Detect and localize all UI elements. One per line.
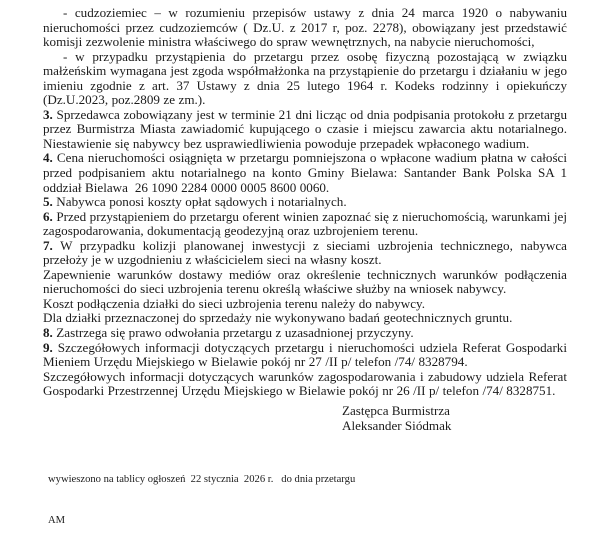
paragraph — [43, 311, 567, 326]
paragraph-text: Szczegółowych informacji dotyczących przetargu i nieruchomości udziela Referat Gospodarki Mieniem Urzędu Miejskiego w Bielawie pokój nr 27 /II p/ telefon /74/ 8328794. — [43, 339, 571, 370]
paragraph — [43, 208, 571, 239]
paragraph-text: Cena nieruchomości osiągnięta w przetargu pomniejszona o wpłacone wadium płatna w całości przed podpisaniem aktu notarialnego na konto Gminy Bielawa: Santander Bank Polska SA 1 oddział Bielawa 26 1090 2284 0000 0005 8600 0060. — [43, 150, 571, 195]
paragraph-text: Zapewnienie warunków dostawy mediów oraz określenie technicznych warunków podłączenia nieruchomości do sieci uzbrojenia terenu określą właściwe służby na wniosek nabywcy. — [43, 266, 571, 297]
paragraph — [43, 339, 571, 370]
paragraph — [43, 106, 571, 152]
posting-note-line: wywieszono na tablicy ogłoszeń 22 stycznia 2026 r. do dnia przetargu — [48, 474, 356, 485]
item-number: 9. — [43, 339, 53, 355]
item-number: 7. — [43, 237, 53, 253]
paragraph-text: Szczegółowych informacji dotyczących warunków zagospodarowania i zabudowy udziela Referat Gospodarki Przestrzennej Urzędu Miejskiego w Bielawie pokój nr 26 /II p/ telefon /74/ 8328751. — [43, 368, 571, 399]
paragraph — [43, 195, 567, 210]
signature-title: Zastępca Burmistrza — [342, 403, 450, 418]
paragraph — [43, 368, 571, 399]
item-number: 5. — [43, 194, 53, 210]
paragraph — [43, 297, 567, 312]
paragraph-text: - cudzoziemiec – w rozumieniu przepisów ustawy z dnia 24 marca 1920 o nabywaniu nieruchomości przez cudzoziemców ( Dz.U. z 2017 r, poz. 2278), obowiązany jest przedstawić komisji zezwolenie ministra właściwego do spraw wewnętrznych, na nabycie nieruchomości, — [43, 5, 571, 50]
paragraph — [43, 237, 571, 268]
paragraph-text: - w przypadku przystąpienia do przetargu przez osobę fizyczną pozostającą w związku małżeńskim wymagana jest zgoda współmałżonka na przystąpienie do przetargu i działaniu w jego imieniu zgodnie z art. 37 Ustawy z dnia 25 lutego 1964 r. Kodeks rodzinny i opiekuńczy (Dz.U.2023, poz.2809 ze zm.). — [43, 48, 571, 108]
paragraph — [43, 326, 567, 341]
paragraph-text: Zastrzega się prawo odwołania przetargu z uzasadnionej przyczyny. — [52, 325, 414, 341]
item-number: 4. — [43, 150, 53, 166]
paragraph-text: Koszt podłączenia działki do sieci uzbrojenia terenu należy do nabywcy. — [43, 295, 425, 311]
paragraph — [43, 266, 571, 297]
posting-note — [48, 446, 355, 554]
item-number: 8. — [43, 325, 53, 341]
paragraph-text: Dla działki przeznaczonej do sprzedaży nie wykonywano badań geotechnicznych gruntu. — [43, 310, 513, 326]
item-number: 6. — [43, 208, 53, 224]
signature-name: Aleksander Siódmak — [342, 417, 452, 433]
paragraph-text: W przypadku kolizji planowanej inwestycji z sieciami uzbrojenia technicznego, nabywca przełoży je w uzgodnieniu z właścicielem sieci na własny koszt. — [43, 237, 571, 268]
paragraph-text: Nabywca ponosi koszty opłat sądowych i notarialnych. — [52, 194, 347, 210]
posting-note-initials: AM — [48, 514, 66, 526]
paragraph-text: Sprzedawca zobowiązany jest w terminie 21 dni licząc od dnia podpisania protokołu z przetargu przez Burmistrza Miasta zawiadomić kupującego o czasie i miejscu zawarcia aktu notarialnego. Niestawienie się nabywcy bez usprawiedliwienia powoduje przepadek wpłaconego wadium. — [43, 106, 571, 151]
paragraph — [43, 48, 571, 108]
paragraph — [43, 150, 571, 195]
signature-block — [342, 404, 451, 433]
paragraph — [43, 5, 571, 50]
item-number: 3. — [43, 106, 53, 122]
document-body — [43, 5, 571, 399]
paragraph-text: Przed przystąpieniem do przetargu oferent winien zapoznać się z nieruchomością, warunkami jej zagospodarowania, dokumentacją geodezyjną oraz uzbrojeniem terenu. — [43, 208, 571, 239]
